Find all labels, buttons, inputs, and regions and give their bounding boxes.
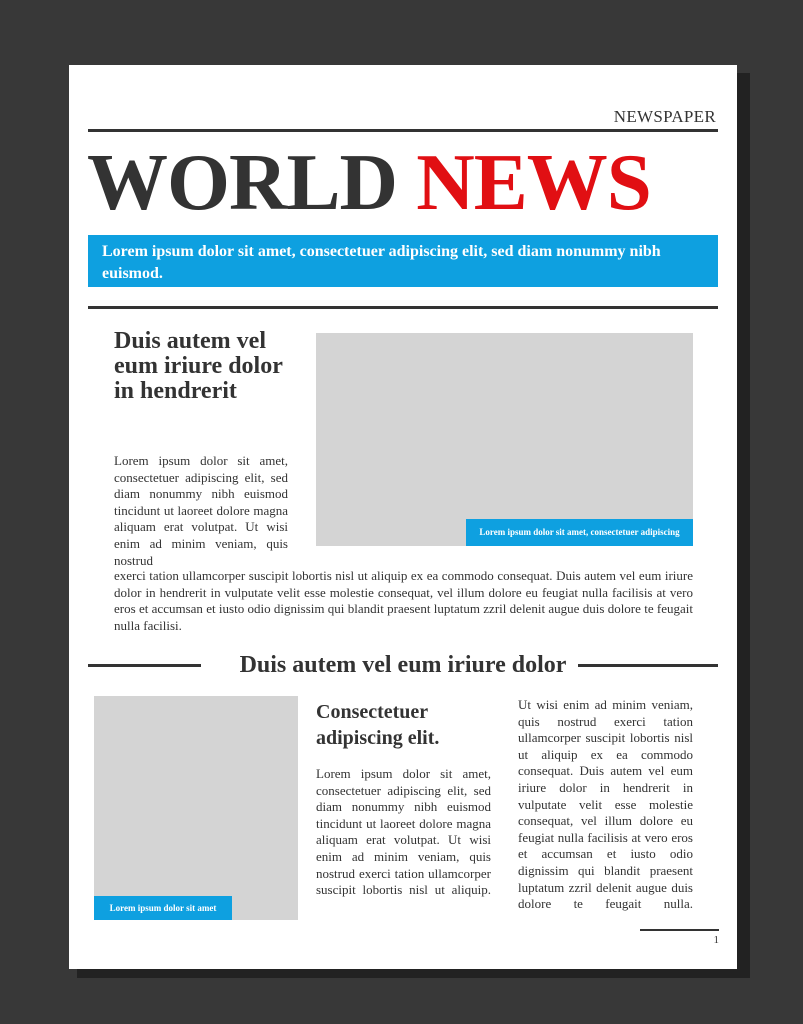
masthead-title-part1: WORLD (87, 137, 398, 227)
masthead-title-part2: NEWS (416, 137, 651, 227)
newspaper-page (69, 65, 737, 969)
second-story-image-placeholder (94, 696, 298, 920)
lead-story-image-placeholder (316, 333, 693, 546)
lead-story-image-caption: Lorem ipsum dolor sit amet, consectetuer adipiscing (466, 519, 693, 546)
footer-rule (640, 929, 719, 931)
second-story-headline: Consectetuer adipiscing elit. (316, 701, 440, 749)
masthead-title (87, 137, 719, 227)
second-story-image-caption: Lorem ipsum dolor sit amet (94, 896, 232, 920)
masthead-label: NEWSPAPER (613, 107, 716, 126)
banner-bottom-rule (88, 306, 718, 309)
masthead-top-rule (88, 129, 718, 132)
second-story-body-column1: Lorem ipsum dolor sit amet, consectetuer adipiscing elit, sed diam nonummy nibh euismod tincidunt ut laoreet dolore magna aliquam erat volutpat. Ut wisi enim ad minim veniam, quis nostrud exerci tation ullamcorper suscipit lobortis nisl ut aliquip. (316, 766, 491, 898)
section-heading: Duis autem vel eum iriure dolor (239, 652, 567, 678)
section-rule-right (578, 664, 718, 667)
lead-story-headline: Duis autem vel eum iriure dolor in hendrerit (114, 328, 283, 404)
lead-story-body-column: Lorem ipsum dolor sit amet, consectetuer adipiscing elit, sed diam nonummy nibh euismod tincidunt ut laoreet dolore magna aliquam erat volutpat. Ut wisi enim ad minim veniam, quis nostrud (114, 453, 288, 568)
second-story-body-column2: Ut wisi enim ad minim veniam, quis nostrud exerci tation ullamcorper suscipit lobortis nisl ut aliquip ex ea commodo consequat. Duis autem vel eum iriure dolor in hendrerit in vulputate velit esse molestie consequat, vel illum dolore eu feugiat nulla facilisis at vero eros et accumsan et iusto odio dignissim qui blandit praesent luptatum zzril delenit augue duis dolore te feugait nulla. (518, 697, 693, 912)
page-number: 1 (713, 934, 719, 946)
headline-banner: Lorem ipsum dolor sit amet, consectetuer adipiscing elit, sed diam nonummy nibh euismod. (88, 235, 718, 287)
lead-story-body-wide: exerci tation ullamcorper suscipit lobortis nisl ut aliquip ex ea commodo consequat. Duis autem vel eum iriure dolor in hendrerit in vulputate velit esse molestie consequat, vel illum dolore eu feugiat nulla facilisis at vero eros et accumsan et iusto odio dignissim qui blandit praesent luptatum zzril delenit augue duis dolore te feugait nulla facilisi. (114, 568, 693, 633)
